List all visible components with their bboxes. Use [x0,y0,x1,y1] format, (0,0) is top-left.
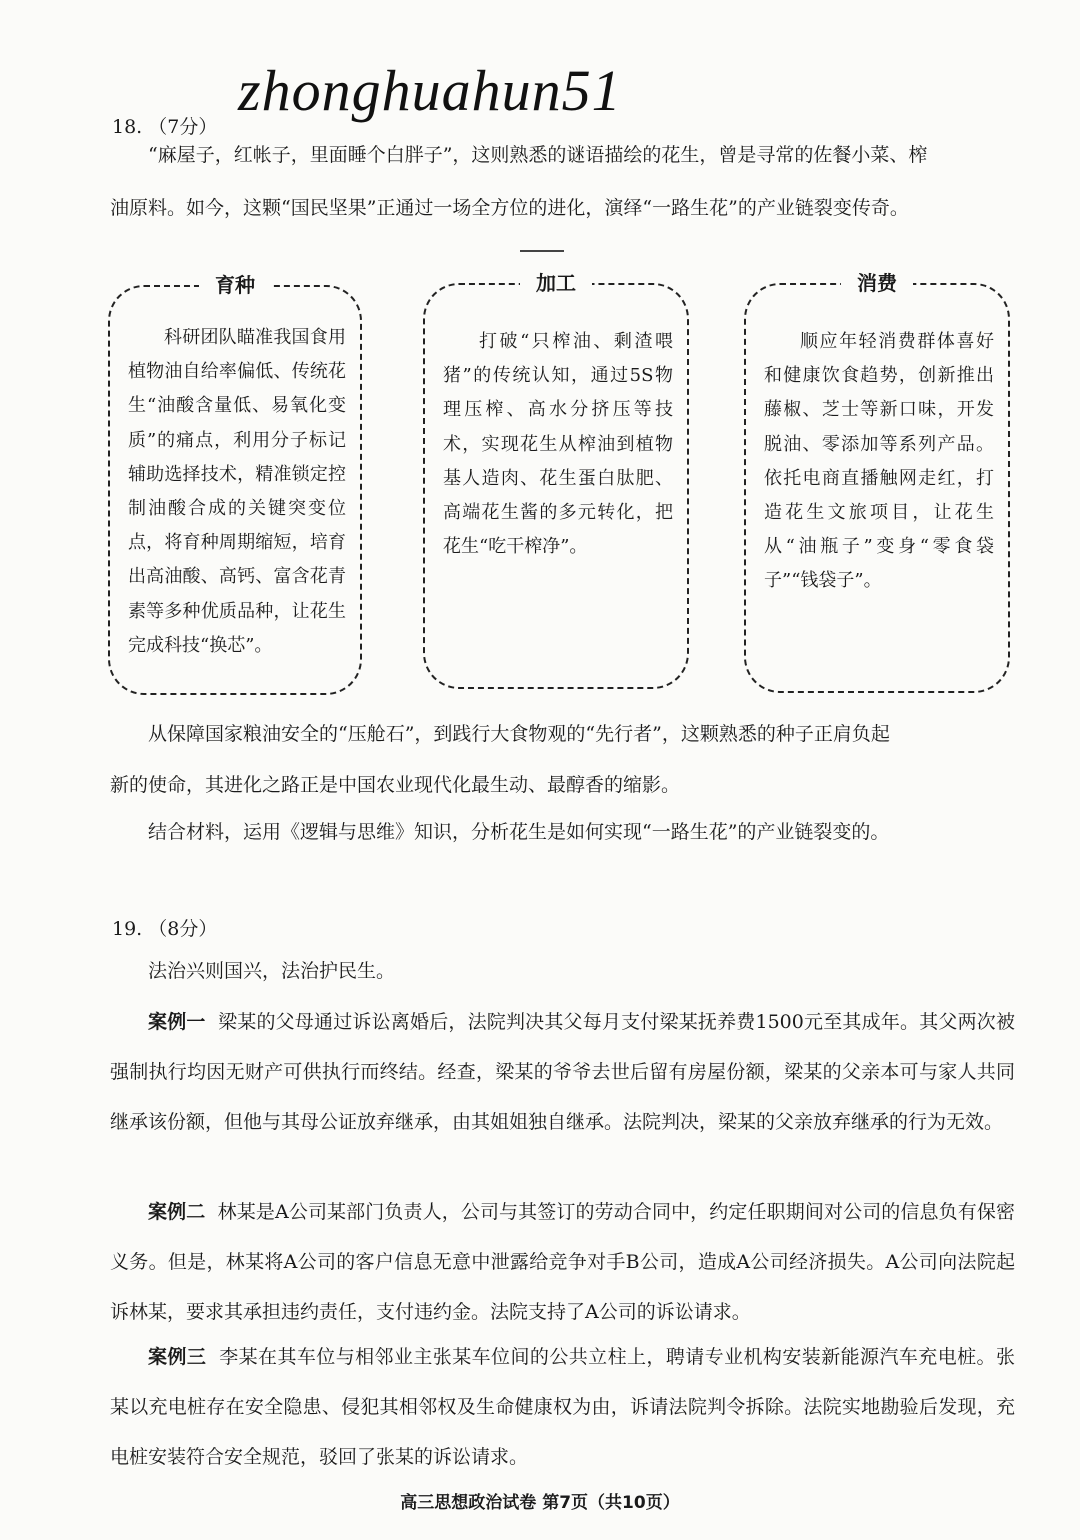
case-1-text: 梁某的父母通过诉讼离婚后，法院判决其父每月支付梁某抚养费1500元至其成年。其父两次被强制执行均因无财产可供执行而终结。经查，梁某的爷爷去世后留有房屋份额，梁某的父亲本可与家人共同继承该份额，但他与其母公证放弃继承，由其姐姐独自继承。法院判决，梁某的父亲放弃继承的行为无效。 [110,1011,1015,1133]
q18-points: （7分） [148,116,218,138]
case-1-label: 案例一 [148,1011,206,1033]
box-breeding [108,273,362,695]
q18-question: 结合材料，运用《逻辑与思维》知识，分析花生是如何实现“一路生花”的产业链裂变的。 [148,821,890,843]
q19-case-3 [110,1332,1015,1482]
box-breeding-text: 科研团队瞄准我国食用植物油自给率偏低、传统花生“油酸含量低、易氧化变质”的痛点，利用分子标记辅助选择技术，精准锁定控制油酸合成的关键突变位点，将育种周期缩短，培育出高油酸、高钙、富含花青素等多种优质品种，让花生完成科技“换芯”。 [128,327,346,656]
box-processing-text: 打破“只榨油、剩渣喂猪”的传统认知，通过5S物理压榨、高水分挤压等技术，实现花生从榨油到植物基人造肉、花生蛋白肽肥、高端花生酱的多元转化，把花生“吃干榨净”。 [443,331,673,558]
case-3-label: 案例三 [148,1346,207,1368]
box-consumption-title: 消费 [841,269,913,297]
q18-outro-line-2: 新的使命，其进化之路正是中国农业现代化最生动、最醇香的缩影。 [110,774,681,796]
q19-points: （8分） [148,918,218,940]
q19-header [112,920,217,939]
box-processing-title: 加工 [520,269,592,297]
case-3-text: 李某在其车位与相邻业主张某车位间的公共立柱上，聘请专业机构安装新能源汽车充电桩。张某以充电桩存在安全隐患、侵犯其相邻权及生命健康权为由，诉请法院判令拆除。法院实地勘验后发现，充电桩安装符合安全规范，驳回了张某的诉讼请求。 [110,1346,1015,1468]
q19-case-1 [110,997,1015,1147]
q18-outro-line-1: 从保障国家粮油安全的“压舱石”，到践行大食物观的“先行者”，这颗熟悉的种子正肩负起 [148,723,890,745]
q18-number: 18. [112,116,143,138]
q18-intro-line-1: “麻屋子，红帐子，里面睡个白胖子”，这则熟悉的谜语描绘的花生，曾是寻常的佐餐小菜、榨 [148,144,928,166]
box-consumption-text: 顺应年轻消费群体喜好和健康饮食趋势，创新推出藤椒、芝士等新口味，开发脱油、零添加等系列产品。依托电商直播触网走红，打造花生文旅项目，让花生从“油瓶子”变身“零食袋子”“钱袋子”。 [764,331,994,592]
page-footer: 高三思想政治试卷 第7页（共10页） [400,1493,680,1513]
watermark: zhonghuahun51 [238,58,622,123]
case-2-label: 案例二 [148,1201,206,1223]
box-breeding-title: 育种 [199,271,271,299]
q19-number: 19. [112,918,143,940]
q19-intro: 法治兴则国兴，法治护民生。 [148,960,396,982]
divider-mark [520,250,564,252]
q19-case-2 [110,1187,1015,1337]
case-2-text: 林某是A公司某部门负责人，公司与其签订的劳动合同中，约定任职期间对公司的信息负有保密义务。但是，林某将A公司的客户信息无意中泄露给竞争对手B公司，造成A公司经济损失。A公司向法院起诉林某，要求其承担违约责任，支付违约金。法院支持了A公司的诉讼请求。 [110,1201,1015,1323]
q18-intro-line-2: 油原料。如今，这颗“国民坚果”正通过一场全方位的进化，演绎“一路生花”的产业链裂变传奇。 [110,197,909,219]
box-consumption [744,271,1010,693]
box-processing [423,271,689,689]
